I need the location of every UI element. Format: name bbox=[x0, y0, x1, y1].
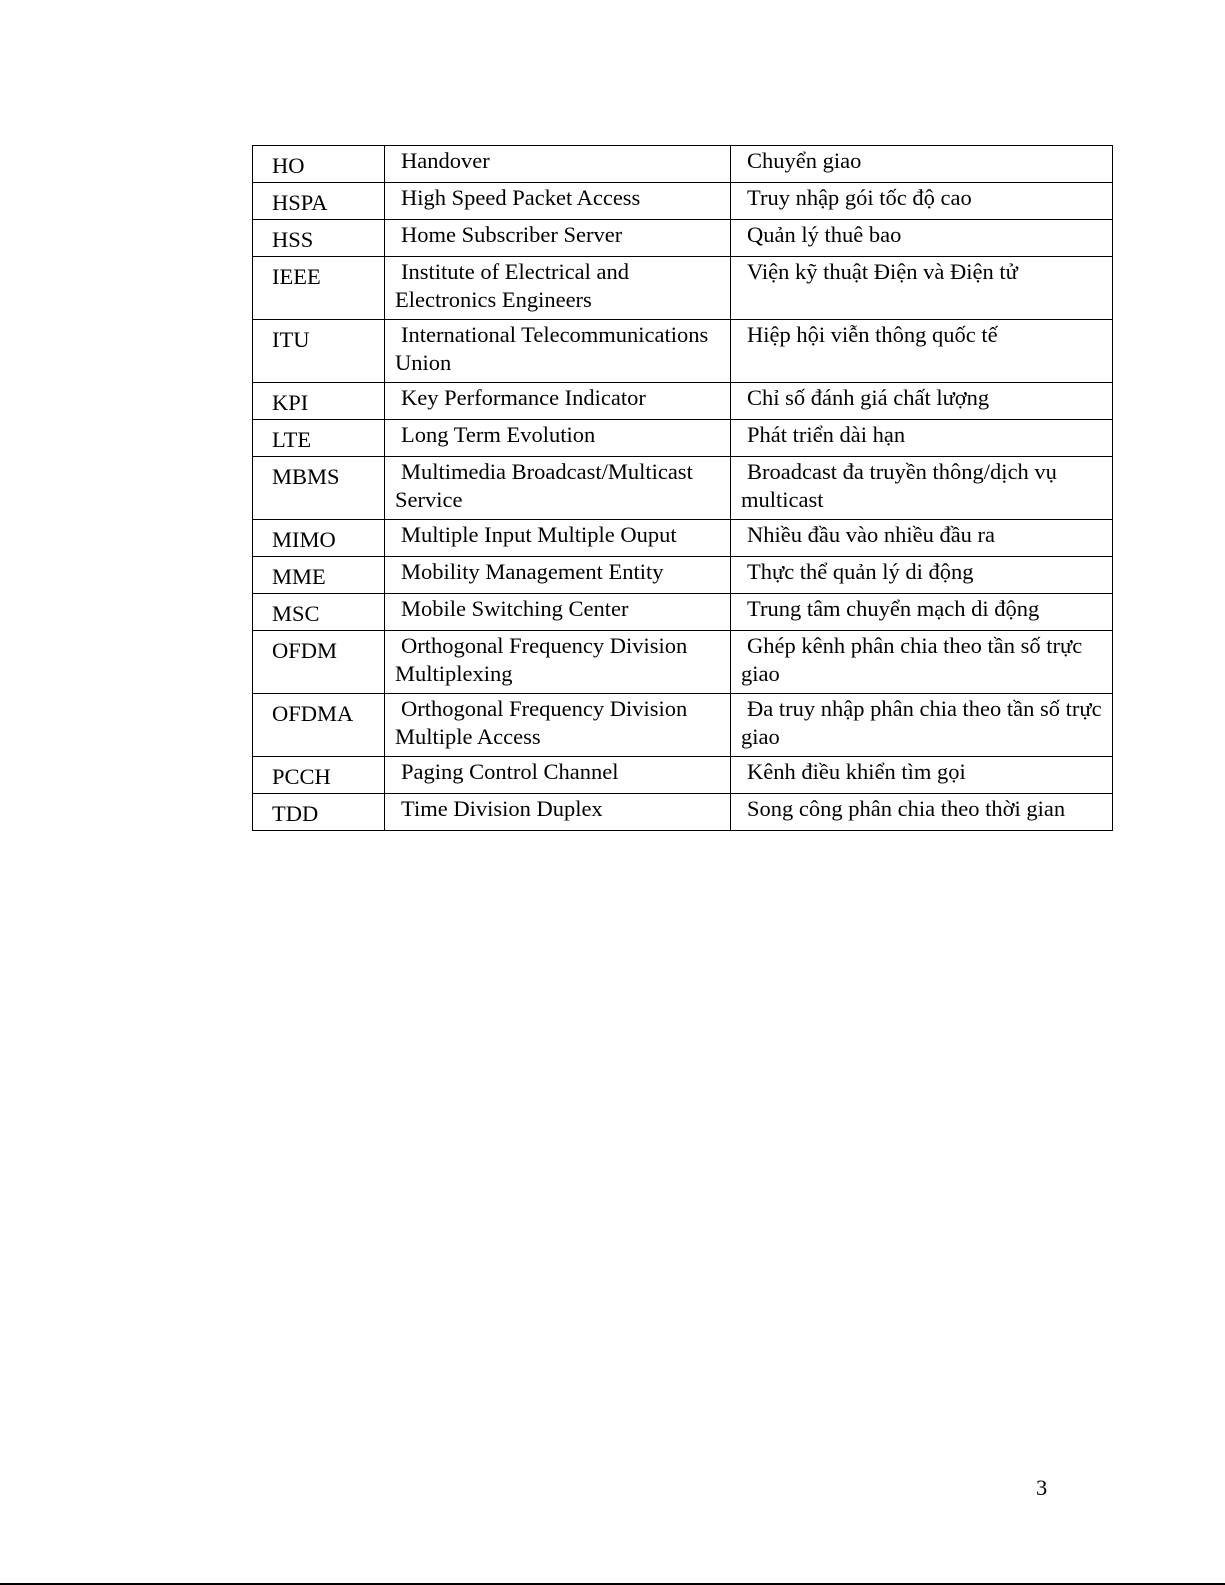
english-term-cell: Long Term Evolution bbox=[385, 420, 731, 457]
vietnamese-term-cell: Song công phân chia theo thời gian bbox=[731, 794, 1113, 831]
vietnamese-term-cell: Thực thể quản lý di động bbox=[731, 557, 1113, 594]
abbreviation-cell: LTE bbox=[253, 420, 385, 457]
english-term-cell: Key Performance Indicator bbox=[385, 383, 731, 420]
table-row bbox=[253, 383, 1113, 420]
table-row bbox=[253, 320, 1113, 383]
vietnamese-term-cell: Broadcast đa truyền thông/dịch vụ multicast bbox=[731, 457, 1113, 520]
table-row bbox=[253, 257, 1113, 320]
vietnamese-term-cell: Chuyển giao bbox=[731, 146, 1113, 183]
abbreviation-cell: OFDM bbox=[253, 631, 385, 694]
vietnamese-term-cell: Nhiều đầu vào nhiều đầu ra bbox=[731, 520, 1113, 557]
abbreviation-cell: MME bbox=[253, 557, 385, 594]
table-row bbox=[253, 146, 1113, 183]
english-term-cell: Orthogonal Frequency Division Multiplexing bbox=[385, 631, 731, 694]
abbreviation-cell: ITU bbox=[253, 320, 385, 383]
vietnamese-term-cell: Phát triển dài hạn bbox=[731, 420, 1113, 457]
abbreviation-cell: HSS bbox=[253, 220, 385, 257]
abbreviation-cell: PCCH bbox=[253, 757, 385, 794]
vietnamese-term-cell: Hiệp hội viễn thông quốc tế bbox=[731, 320, 1113, 383]
abbreviation-cell: TDD bbox=[253, 794, 385, 831]
table-row bbox=[253, 694, 1113, 757]
table-row bbox=[253, 520, 1113, 557]
abbreviation-cell: KPI bbox=[253, 383, 385, 420]
english-term-cell: High Speed Packet Access bbox=[385, 183, 731, 220]
english-term-cell: Handover bbox=[385, 146, 731, 183]
abbreviation-cell: HSPA bbox=[253, 183, 385, 220]
english-term-cell: Orthogonal Frequency Division Multiple Access bbox=[385, 694, 731, 757]
abbreviation-table bbox=[252, 145, 1113, 831]
english-term-cell: Multiple Input Multiple Ouput bbox=[385, 520, 731, 557]
table-row bbox=[253, 594, 1113, 631]
table-row bbox=[253, 220, 1113, 257]
english-term-cell: International Telecommunications Union bbox=[385, 320, 731, 383]
table-row bbox=[253, 794, 1113, 831]
vietnamese-term-cell: Ghép kênh phân chia theo tần số trực giao bbox=[731, 631, 1113, 694]
vietnamese-term-cell: Truy nhập gói tốc độ cao bbox=[731, 183, 1113, 220]
table-row bbox=[253, 183, 1113, 220]
page-number: 3 bbox=[1036, 1475, 1048, 1500]
vietnamese-term-cell: Đa truy nhập phân chia theo tần số trực giao bbox=[731, 694, 1113, 757]
english-term-cell: Home Subscriber Server bbox=[385, 220, 731, 257]
english-term-cell: Paging Control Channel bbox=[385, 757, 731, 794]
abbreviation-cell: OFDMA bbox=[253, 694, 385, 757]
table-row bbox=[253, 457, 1113, 520]
abbreviation-cell: MSC bbox=[253, 594, 385, 631]
vietnamese-term-cell: Viện kỹ thuật Điện và Điện tử bbox=[731, 257, 1113, 320]
english-term-cell: Time Division Duplex bbox=[385, 794, 731, 831]
vietnamese-term-cell: Quản lý thuê bao bbox=[731, 220, 1113, 257]
table-row bbox=[253, 420, 1113, 457]
english-term-cell: Mobility Management Entity bbox=[385, 557, 731, 594]
english-term-cell: Mobile Switching Center bbox=[385, 594, 731, 631]
table-row bbox=[253, 557, 1113, 594]
vietnamese-term-cell: Trung tâm chuyển mạch di động bbox=[731, 594, 1113, 631]
abbreviation-cell: MBMS bbox=[253, 457, 385, 520]
vietnamese-term-cell: Chỉ số đánh giá chất lượng bbox=[731, 383, 1113, 420]
table-row bbox=[253, 631, 1113, 694]
abbreviation-cell: MIMO bbox=[253, 520, 385, 557]
abbreviation-cell: HO bbox=[253, 146, 385, 183]
abbreviation-cell: IEEE bbox=[253, 257, 385, 320]
english-term-cell: Multimedia Broadcast/Multicast Service bbox=[385, 457, 731, 520]
vietnamese-term-cell: Kênh điều khiển tìm gọi bbox=[731, 757, 1113, 794]
english-term-cell: Institute of Electrical and Electronics Engineers bbox=[385, 257, 731, 320]
table-row bbox=[253, 757, 1113, 794]
